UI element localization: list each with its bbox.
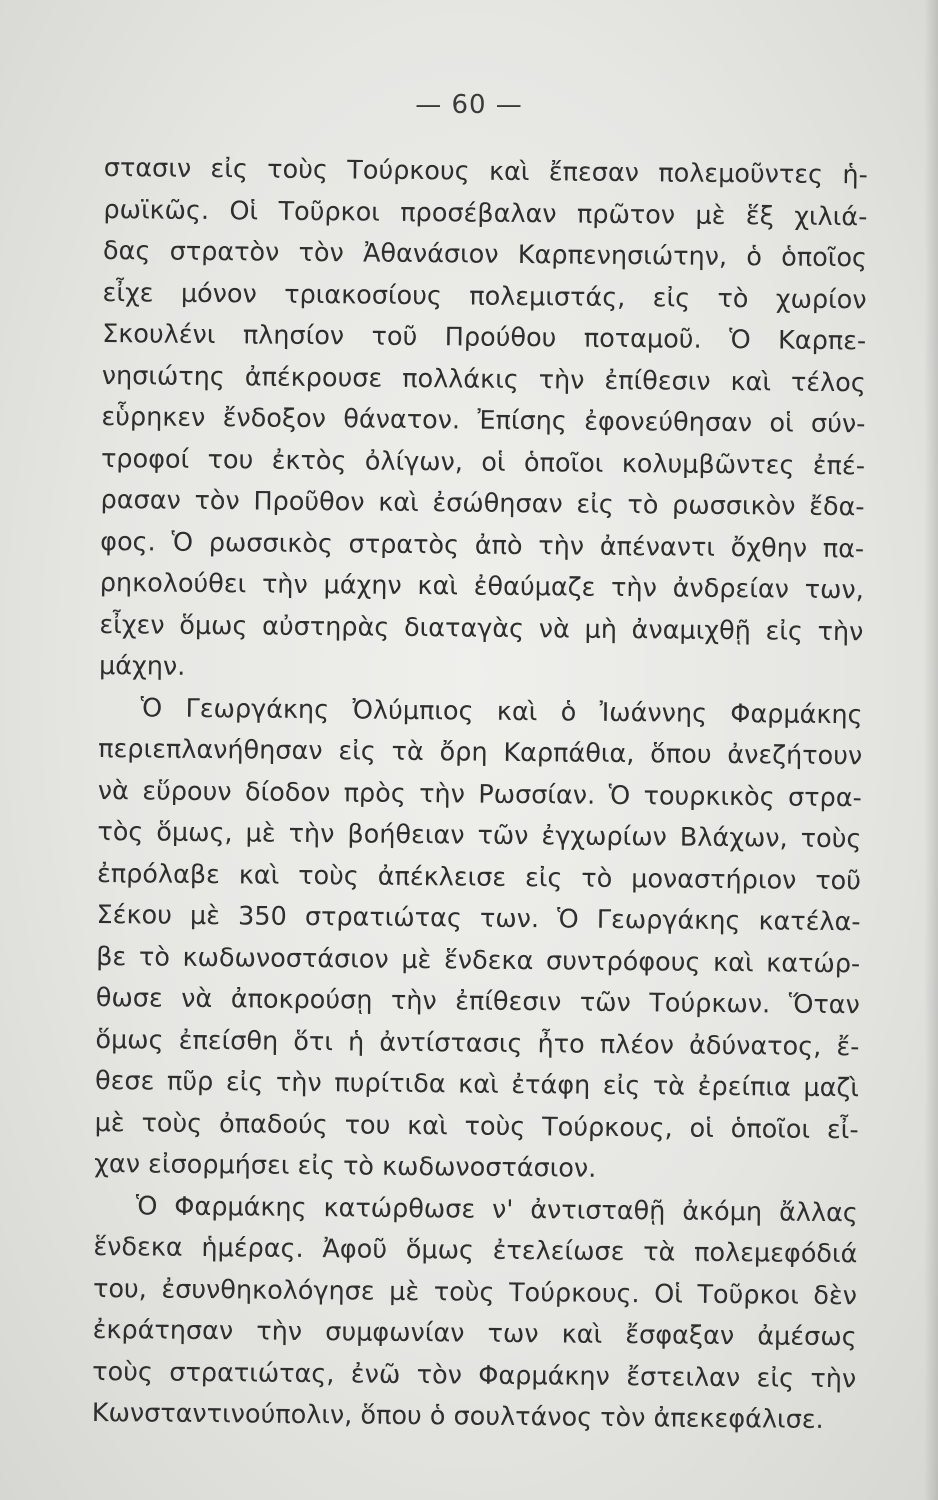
text-line: στασιν εἰς τοὺς Τούρκους καὶ ἔπεσαν πολεμοῦντες ἡ- xyxy=(103,152,868,191)
text-line: του, ἐσυνθηκολόγησε μὲ τοὺς Τούρκους. Οἱ Τοῦρκοι δὲν xyxy=(92,1273,858,1311)
text-line: Σέκου μὲ 350 στρατιώτας των. Ὁ Γεωργάκης κατέλα- xyxy=(96,899,861,938)
text-line: δας στρατὸν τὸν Ἀθανάσιον Καρπενησιώτην, ὁ ὁποῖος xyxy=(102,235,868,274)
text-line: ρασαν τὸν Προῦθον καὶ ἐσώθησαν εἰς τὸ ρωσσικὸν ἔδα- xyxy=(100,484,865,523)
text-line: ἕνδεκα ἡμέρας. Ἀφοῦ ὅμως ἐτελείωσε τὰ πολεμεφόδιά xyxy=(93,1231,858,1270)
text-line: χαν εἰσορμήσει εἰς τὸ κωδωνοστάσιον. xyxy=(94,1148,597,1184)
text-line: θωσε νὰ ἀποκρούσῃ τὴν ἐπίθεσιν τῶν Τούρκων. Ὅταν xyxy=(95,982,860,1021)
text-line: βε τὸ κωδωνοστάσιον μὲ ἕνδεκα συντρόφους καὶ κατώρ- xyxy=(96,941,861,979)
text-line: Ὁ Γεωργάκης Ὀλύμπιος καὶ ὁ Ἰωάννης Φαρμάκης xyxy=(140,692,863,730)
text-line: νησιώτης ἀπέκρουσε πολλάκις τὴν ἐπίθεσιν καὶ τέλος xyxy=(101,360,866,398)
text-line: θεσε πῦρ εἰς τὴν πυρίτιδα καὶ ἐτάφη εἰς τὰ ἐρείπια μαζὶ xyxy=(94,1065,860,1104)
body-text xyxy=(92,148,868,1442)
text-line: Κωνσταντινούπολιν, ὅπου ὁ σουλτάνος τὸν ἀπεκεφάλισε. xyxy=(91,1397,824,1435)
text-line: μάχην. xyxy=(98,650,186,682)
text-line: ρηκολούθει τὴν μάχην καὶ ἐθαύμαζε τὴν ἀνδρείαν των, xyxy=(99,567,864,606)
text-line: νὰ εὕρουν δίοδον πρὸς τὴν Ρωσσίαν. Ὁ τουρκικὸς στρα- xyxy=(97,775,862,813)
text-line: μὲ τοὺς ὀπαδούς του καὶ τοὺς Τούρκους, οἱ ὁποῖοι εἶ- xyxy=(94,1107,859,1145)
text-line: τὸς ὅμως, μὲ τὴν βοήθειαν τῶν ἐγχωρίων Βλάχων, τοὺς xyxy=(97,816,862,855)
text-line: ἐκράτησαν τὴν συμφωνίαν των καὶ ἔσφαξαν ἀμέσως xyxy=(92,1314,857,1353)
text-line: Ὁ Φαρμάκης κατώρθωσε ν' ἀντισταθῇ ἀκόμη ἄλλας xyxy=(135,1190,858,1228)
text-line: ρωϊκῶς. Οἱ Τοῦρκοι προσέβαλαν πρῶτον μὲ ἕξ χιλιά- xyxy=(103,194,868,232)
text-line: Σκουλένι πλησίον τοῦ Προύθου ποταμοῦ. Ὁ Καρπε- xyxy=(102,318,867,357)
text-line: περιεπλανήθησαν εἰς τὰ ὄρη Καρπάθια, ὅπου ἀνεζήτουν xyxy=(98,733,863,772)
page-number: — 60 — xyxy=(415,90,523,120)
page-edge-shadow xyxy=(924,0,938,1500)
text-line: εἶχε μόνον τριακοσίους πολεμιστάς, εἰς τὸ χωρίον xyxy=(102,277,867,315)
text-line: φος. Ὁ ρωσσικὸς στρατὸς ἀπὸ τὴν ἀπέναντι ὄχθην πα- xyxy=(100,526,865,564)
text-line: εὗρηκεν ἔνδοξον θάνατον. Ἐπίσης ἐφονεύθησαν οἱ σύν- xyxy=(101,401,866,440)
text-line: ἐπρόλαβε καὶ τοὺς ἀπέκλεισε εἰς τὸ μοναστήριον τοῦ xyxy=(96,858,862,896)
text-line: εἶχεν ὅμως αὐστηρὰς διαταγὰς νὰ μὴ ἀναμιχθῇ εἰς τὴν xyxy=(99,609,864,647)
text-line: τροφοί του ἐκτὸς ὀλίγων, οἱ ὁποῖοι κολυμβῶντες ἐπέ- xyxy=(100,443,866,481)
text-line: τοὺς στρατιώτας, ἐνῶ τὸν Φαρμάκην ἔστειλαν εἰς τὴν xyxy=(92,1356,857,1394)
text-line: ὅμως ἐπείσθη ὅτι ἡ ἀντίστασις ἦτο πλέον ἀδύνατος, ἔ- xyxy=(95,1024,860,1062)
